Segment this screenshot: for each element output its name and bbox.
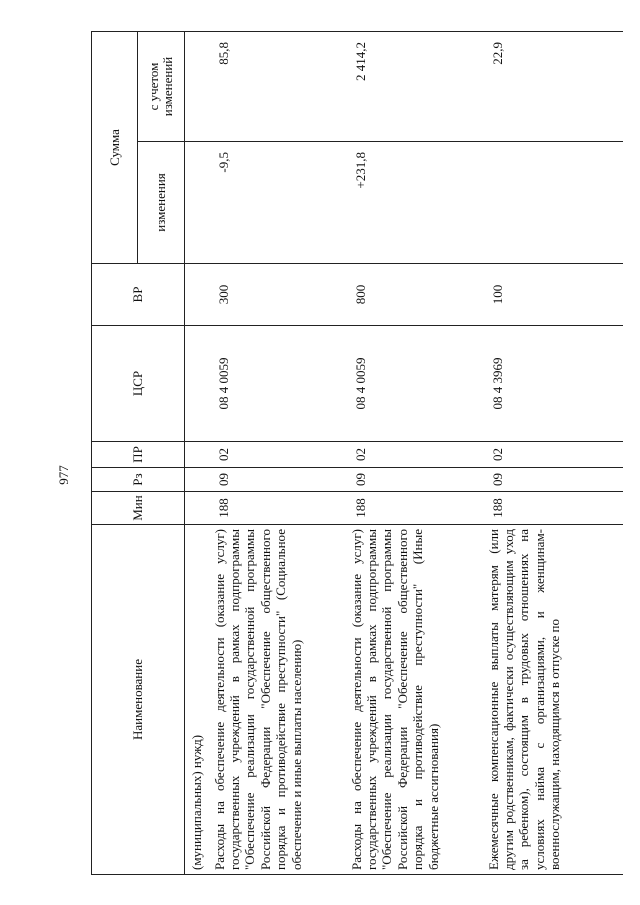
row-min: 188: [483, 492, 623, 525]
header-changes: изменения: [138, 142, 185, 264]
row-total: 2 414,2: [346, 32, 483, 142]
table-body: [185, 32, 623, 875]
row-name: Расходы на обеспечение деятельности (оказание услуг) государственных учреждений в рамках подпрограммы "Обеспечение реализации государственной программы Российской Федерации "Обеспечение общественного порядка и противодействие преступности" (Социальное обеспечение и иные выплаты населению): [209, 525, 346, 875]
header-name: Наименование: [92, 525, 185, 875]
row-pr: 02: [346, 442, 483, 468]
header-rz: Рз: [92, 468, 185, 492]
header-sum: Сумма: [92, 32, 138, 264]
row-vr: 300: [209, 264, 346, 326]
header-with-changes: с учетом изменений: [138, 32, 185, 142]
row-pr: 02: [483, 442, 623, 468]
row-vr: 800: [346, 264, 483, 326]
row-csr: 08 4 0059: [209, 326, 346, 442]
table-row-continuation: [185, 32, 209, 875]
table-row: [483, 32, 623, 875]
row-rz: 09: [209, 468, 346, 492]
budget-table: [91, 31, 623, 875]
continuation-text: (муниципальных) нужд): [185, 525, 209, 875]
row-pr: 02: [209, 442, 346, 468]
header-vr: ВР: [92, 264, 185, 326]
row-vr: 100: [483, 264, 623, 326]
header-pr: ПР: [92, 442, 185, 468]
row-total: 22,9: [483, 32, 623, 142]
table-row: [209, 32, 346, 875]
table-row: [346, 32, 483, 875]
row-change: -9,5: [209, 142, 346, 264]
header-min: Мин: [92, 492, 185, 525]
page-number: 977: [56, 465, 71, 485]
row-total: 85,8: [209, 32, 346, 142]
budget-table-sheet: [91, 32, 591, 875]
row-change: [483, 142, 623, 264]
row-csr: 08 4 3969: [483, 326, 623, 442]
row-name: Ежемесячные компенсационные выплаты матерям (или другим родственникам, фактически осуществляющим уход за ребенком), состоящим в трудовых отношениях на условиях найма с организациями, и женщинам-военнослужащим, находящимся в отпуске по: [483, 525, 623, 875]
row-name: Расходы на обеспечение деятельности (оказание услуг) государственных учреждений в рамках подпрограммы "Обеспечение реализации государственной программы Российской Федерации "Обеспечение общественного порядка и противодействие преступности" (Иные бюджетные ассигнования): [346, 525, 483, 875]
row-min: 188: [209, 492, 346, 525]
row-rz: 09: [483, 468, 623, 492]
table-header: [92, 32, 185, 875]
row-change: +231,8: [346, 142, 483, 264]
row-min: 188: [346, 492, 483, 525]
row-csr: 08 4 0059: [346, 326, 483, 442]
header-csr: ЦСР: [92, 326, 185, 442]
row-rz: 09: [346, 468, 483, 492]
